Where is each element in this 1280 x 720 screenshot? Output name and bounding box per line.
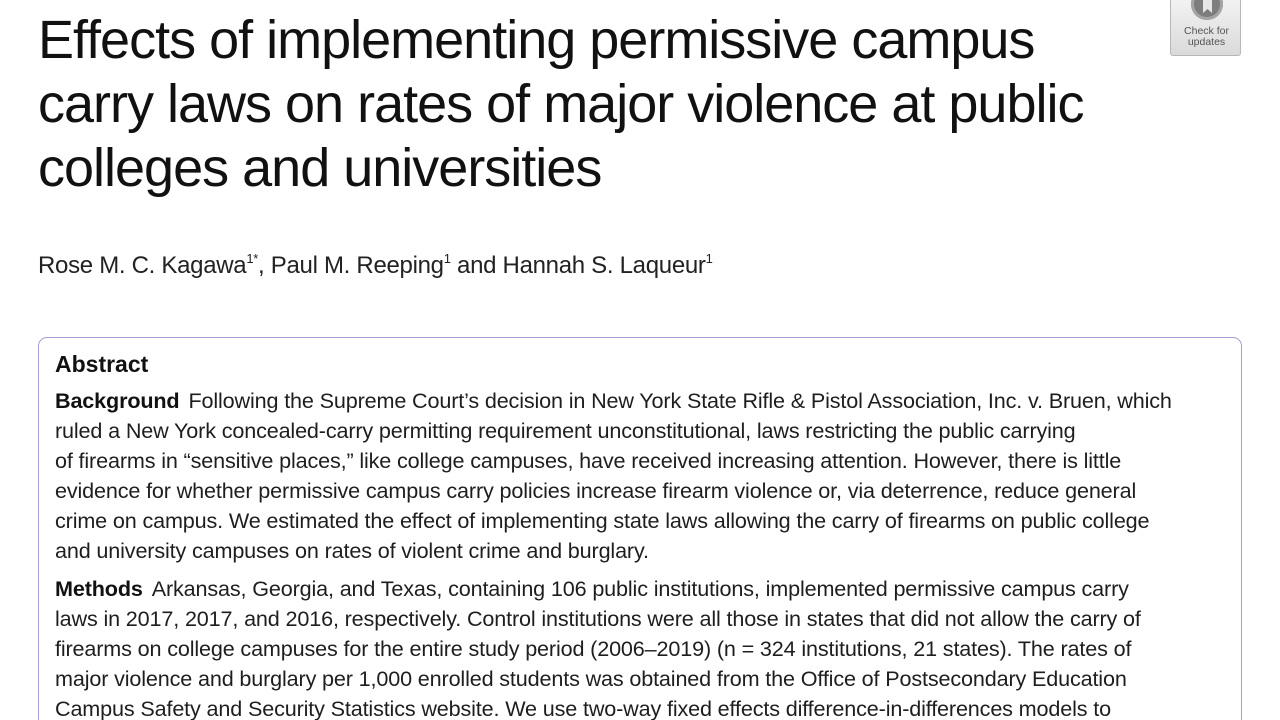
- abstract-line: [55, 386, 1231, 416]
- abstract-line: ruled a New York concealed-carry permitting requirement unconstitutional, laws restricting the public carrying: [55, 418, 1076, 443]
- badge-line-1: Check for: [1184, 25, 1229, 37]
- author-affiliation: 1: [443, 251, 451, 266]
- check-for-updates-badge[interactable]: [1170, 0, 1241, 56]
- abstract-line: major violence and burglary per 1,000 enrolled students was obtained from the Office of Postsecondary Education: [55, 666, 1127, 691]
- check-for-updates-label: [1171, 26, 1242, 48]
- author-separator: ,: [258, 252, 271, 279]
- section-label: Methods: [55, 576, 143, 601]
- line-text: Following the Supreme Court’s decision in New York State Rifle & Pistol Association, Inc. v. Bruen, which: [188, 388, 1172, 413]
- check-for-updates-icon: [1191, 0, 1223, 20]
- abstract-background: [55, 386, 1231, 566]
- abstract-line: evidence for whether permissive campus carry policies increase firearm violence or, via deterrence, reduce general: [55, 478, 1137, 503]
- abstract-box: [38, 337, 1242, 720]
- abstract-heading: Abstract: [55, 351, 149, 377]
- abstract-line: of firearms in “sensitive places,” like college campuses, have received increasing attention. However, there is little: [55, 448, 1122, 473]
- author-separator: and: [450, 252, 503, 279]
- abstract-line: laws in 2017, 2017, and 2016, respectively. Control institutions were all those in states that did not allow the carry of: [55, 606, 1141, 631]
- author-list: [38, 251, 713, 281]
- abstract-line: crime on campus. We estimated the effect of implementing state laws allowing the carry of firearms on public college: [55, 508, 1150, 533]
- article-title: Effects of implementing permissive campus carry laws on rates of major violence at public colleges and universities: [38, 10, 1084, 198]
- abstract-line: firearms on college campuses for the entire study period (2006–2019) (n = 324 institutions, 21 states). The rates of: [55, 636, 1132, 661]
- author-affiliation: 1*: [246, 251, 259, 266]
- author-name[interactable]: Paul M. Reeping: [270, 252, 444, 279]
- abstract-line: [55, 574, 1231, 604]
- author-name[interactable]: Rose M. C. Kagawa: [38, 252, 247, 279]
- badge-line-2: updates: [1187, 36, 1226, 48]
- abstract-methods: [55, 574, 1231, 720]
- line-text: Arkansas, Georgia, and Texas, containing 106 public institutions, implemented permissive campus carry: [151, 576, 1129, 601]
- abstract-line: and university campuses on rates of violent crime and burglary.: [55, 538, 649, 563]
- author-affiliation: 1: [705, 251, 713, 266]
- section-label: Background: [55, 388, 180, 413]
- abstract-line: Campus Safety and Security Statistics website. We use two-way fixed effects difference-in-differences models to: [55, 696, 1111, 720]
- author-name[interactable]: Hannah S. Laqueur: [502, 252, 706, 279]
